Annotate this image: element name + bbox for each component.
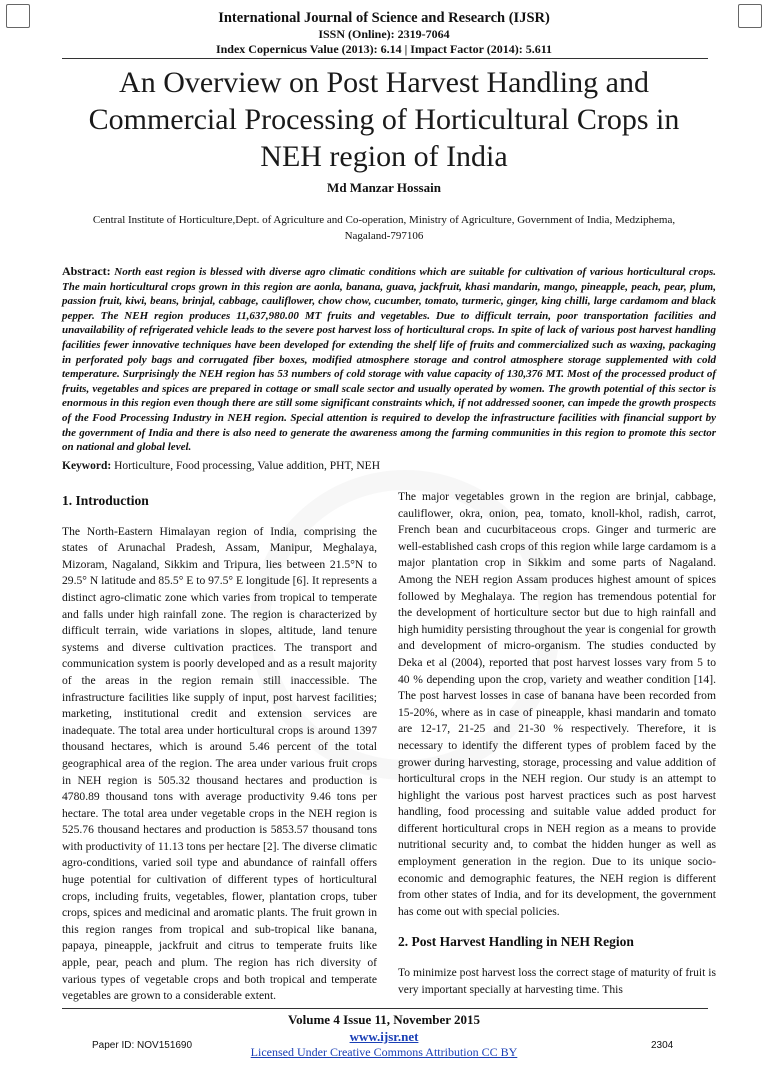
header-rule [62,58,708,59]
left-column [62,493,377,1005]
section-heading-introduction: 1. Introduction [62,493,149,508]
keywords [62,460,716,472]
keyword-text: Horticulture, Food processing, Value addition, PHT, NEH [114,460,381,472]
author-name: Md Manzar Hossain [327,180,441,195]
keyword-label: Keyword: [62,460,112,472]
right-column [398,489,716,998]
column2-text: The major vegetables grown in the region are brinjal, cabbage, cauliflower, okra, onion, pea, tomato, knoll-khol, radish, carrot, French bean and cucurbitaceous crops. Ginger and turmeric are well-established cash crops of this region while large cardamom is a major plantation crop in Sikkim and some parts of Nagaland. Among the NEH region Assam produces highest amount of spices followed by Meghalaya. The region has tremendous potential for the development of horticulture sector but due to high rainfall and high humidity persisting throughout the year is congenial for growth and development of micro-organism. The studies conducted by Deka et al (2004), reported that post harvest losses vary from 5 to 40 % depending upon the crop, variety and weather condition [14]. The post harvest losses in case of banana have been recorded from 15-20%, where as in case of pineapple, khasi mandarin and tomato are 12-17, 21-25 and 21-30 % respectively. Therefore, it is necessary to identify the different types of problem faced by the grower during harvesting, storage, processing and value addition of horticultural crops in the NEH region. Our study is an attempt to highlight the various post harvest practices such as post harvest handling, food processing and suitable value added product for different horticultural crops in NEH region as a means to provide nutritional security and, to combat the hidden hunger as well as employment generation in the region. Due to its unique socio-economic and demographic features, the NEH region is different from other states of India, and for its development, the government has come out with special policies. [398,490,716,918]
section-heading-post-harvest: 2. Post Harvest Handling in NEH Region [398,934,634,950]
page-number: 2304 [651,1040,674,1051]
footer-rule [62,1008,708,1009]
license-link[interactable]: Licensed Under Creative Commons Attribution CC BY [250,1045,518,1059]
abstract [62,264,716,455]
author-affiliation: Central Institute of Horticulture,Dept. of Agriculture and Co-operation, Ministry of Agriculture, Government of India, Medziphema, Nagaland-797106 [92,214,676,242]
paper-title: An Overview on Post Harvest Handling and Commercial Processing of Horticultural Crops in NEH region of India [88,66,680,173]
abstract-text: North east region is blessed with diverse agro climatic conditions which are suitable for cultivation of various horticultural crops. The main horticultural crops grown in this region are aonla, banana, guava, jackfruit, khasi mandarin, mango, pineapple, peach, pear, plum, passion fruit, kiwi, beans, brinjal, cabbage, cauliflower, chow chow, cucumber, tomato, turmeric, ginger, king chilli, large cardamom and black pepper. The NEH region produces 11,637,980.00 MT fruits and vegetables. Due to difficult terrain, poor transportation facilities and unavailability of refrigerated vehicle leads to the severe post harvest loss of horticultural crops. In spite of lack of various post harvest handling facilities fewer innovative techniques have been developed for extending the shelf life of fruits and commercialized such as waxing, packaging in perforated poly bags and corrugated fiber boxes, modified atmosphere storage and control atmosphere storage supplemented with cold temperature. Surprisingly the NEH region has 53 numbers of cold storage with value capacity of 130,376 MT. Most of the processed product of fruits, vegetables and spices are prepared in cottage or small scale sector and usually operated by women. The growth potential of this sector is enormous in this region even though there are still some significant constraints which, if not addressed sooner, can impede the growth prospects of the Food Processing Industry in NEH region. Special attention is required to develop the infrastructure facilities with financial support by the government of India and there is also need to generate the awareness among the farming communities in this region to promote this sector on national and global level. [62,266,716,454]
introduction-text: The North-Eastern Himalayan region of India, comprising the states of Arunachal Pradesh, Assam, Manipur, Meghalaya, Mizoram, Nagaland, Sikkim and Tripura, lies between 21.5°N to 29.5° N latitude and 85.5° E to 97.5° E longitude [6]. It represents a distinct agro-climatic zone which varies from tropical to temperate and falls under high rainfall zone. The region is characterized by difficult terrain, wide variations in slopes, altitude, land tenure systems and diverse cultivation practices. The transport and communication system is poorly developed and as a result majority of the areas in the region remain still inaccessible. The infrastructure facilities like supply of input, post harvest facilities; marketing, institutional credit and extension services are inadequate. The total area under horticultural crops is around 1397 thousand hectares, which is around 5.46 percent of the total geographical area of the region. The area under various fruit crops in NEH region is 505.32 thousand hectares and production is 4780.89 thousand tons with average productivity 9.46 tons per hectare. The total area under vegetable crops in the NEH region is 525.76 thousand hectares and production is 5853.57 thousand tons with productivity of 11.13 tons per hectare [2]. The diverse climatic agro-conditions, varied soil type and abundance of rainfall offers huge potential for cultivation of different types of horticultural crops, including fruits, vegetables, flower, plantation crops, tuber crops, spices and medicinal and aromatic plants. The fruit grown in this region ranges from tropical and sub-tropical like banana, papaya, pineapple, jackfruit and citrus to temperate fruits like apple, pear, peach and plum. The region has rich diversity of various types of vegetable crops and both tropical and temperate vegetables are grown to a considerable extent. [62,524,377,1003]
journal-url-link[interactable]: www.ijsr.net [349,1029,419,1044]
journal-name: International Journal of Science and Research (IJSR) [218,10,550,26]
abstract-label: Abstract: [62,264,111,278]
volume-info: Volume 4 Issue 11, November 2015 [287,1012,481,1027]
paper-id: Paper ID: NOV151690 [92,1040,193,1051]
journal-issn: ISSN (Online): 2319-7064 [318,27,450,41]
section2-text: To minimize post harvest loss the correct stage of maturity of fruit is very important specially at harvesting time. This [398,966,716,996]
journal-index: Index Copernicus Value (2013): 6.14 | Impact Factor (2014): 5.611 [215,42,553,56]
